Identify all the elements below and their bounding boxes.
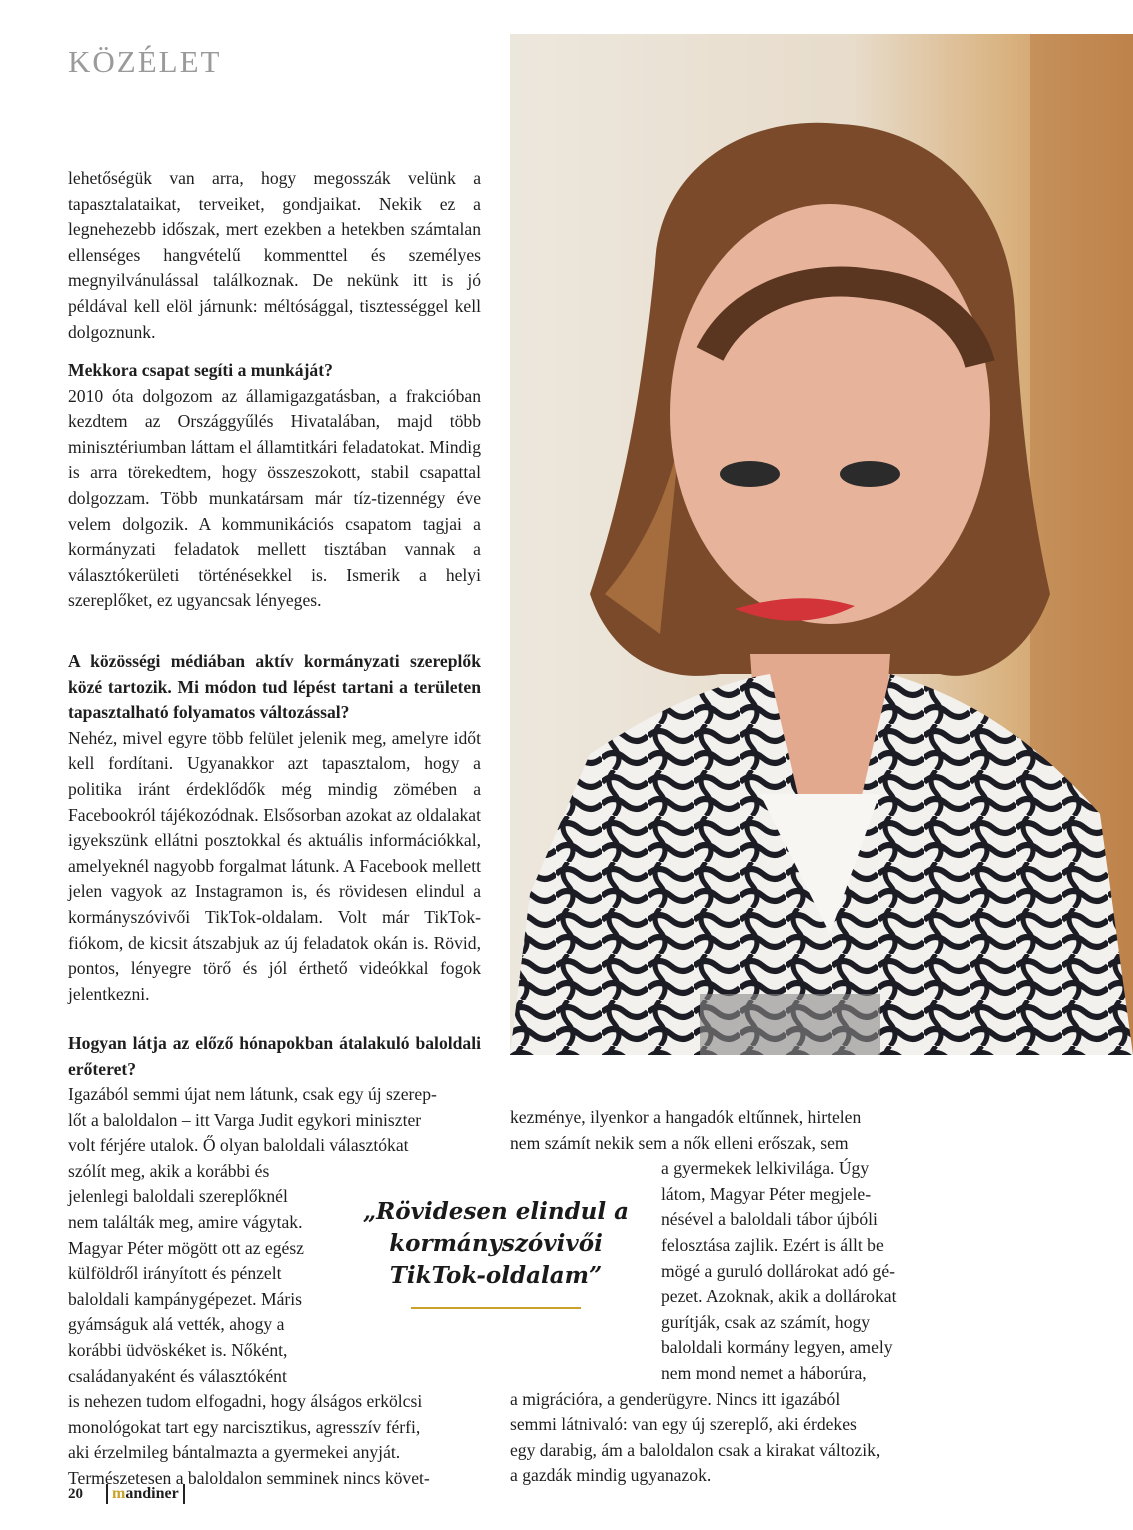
brand-logo-m: m: [112, 1485, 126, 1502]
column-2-text: kezménye, ilyenkor a hangadók eltűnnek, hirtelen nem számít nekik sem a nők elleni erőszak, sem a gyermekek lelkivilága. Úgy látom, Magyar Péter megjele- nésével a baloldali tábor újbóli felosztása zajlik. Ezért is állt be mögé a guruló dollárokat adó gé- pezet. Azoknak, akik a dollárokat gurítják, csak az számít, hogy baloldali kormány legyen, amely nem mond nemet a háborúra, a migrációra, a genderügyre. Nincs itt igazából semmi látnivaló: van egy új szereplő, aki érdekes egy darabig, ám a baloldalon csak a kirakat változik, a gazdák mindig ugyanazok.: [510, 1107, 897, 1486]
pull-quote: „Rövidesen elindul a kormányszóvivői TikTok-oldalam”: [362, 1198, 630, 1289]
answer-3: Igazából semmi újat nem látunk, csak egy új szerep- lőt a baloldalon – itt Varga Judit egykori miniszter volt férjére utalok. Ő olyan baloldali választókat szólít meg, akik a korábbi és jelenlegi baloldali szereplőknél nem találták meg, amire vágytak. Magyar Péter mögött ott az egész külföldről irányított és pénzelt baloldali kampánygépezet. Máris gyámságuk alá vették, ahogy a korábbi üdvöskéket is. Nőként, családanyaként és választóként is nehezen tudom elfogadni, hogy álságos erkölcsi monológokat tart egy narcisztikus, agresszív férfi, aki érzelmileg bántalmazta a gyermekei anyját. Természetesen a baloldalon semminek nincs követ-: [68, 1084, 437, 1488]
answer-2: Nehéz, mivel egyre több felület jelenik meg, amelyre időt kell fordítani. Ugyanakkor azt tapasztalom, hogy a politika iránt érdeklődők még mindig zömében a Facebookról tájékozódnak. Elsősorban azokat az oldalakat igyekszünk ellátni posztokkal és aktuális információkkal, amelyeknél nagyobb forgalmat látunk. A Facebook mellett jelen vagyok az Instagramon is, és rövidesen elindul a kormányszóvivői TikTok-oldalam. Volt már TikTok-fiókom, de kicsit átszabjuk az új feladatok okán is. Rövid, pontos, lényegre törő és jól érthető videókkal fogok jelentkezni.: [68, 727, 481, 1004]
brand-logo: [106, 1484, 185, 1504]
section-title: KÖZÉLET: [68, 44, 222, 79]
brand-logo-rest: andiner: [125, 1485, 179, 1502]
portrait-photo: [510, 34, 1133, 1055]
question-1: Mekkora csapat segíti a munkáját?: [68, 360, 333, 380]
pull-quote-rule: [411, 1307, 581, 1309]
question-2: A közösségi médiában aktív kormányzati szereplők közé tartozik. Mi módon tud lépést tartani a területen tapasztalható folyamatos változással?: [68, 651, 481, 723]
page-number: 20: [68, 1486, 83, 1502]
answer-1: 2010 óta dolgozom az államigazgatásban, a frakcióban kezdtem az Országgyűlés Hivatalában, majd több minisztériumban láttam el államtitkári feladatokat. Mindig is arra törekedtem, hogy összeszokott, stabil csapattal dolgozzam. Több munkatársam már tíz-tizennégy éve velem dolgozik. A kommunikációs csapatom tagjai a kormányzati feladatok mellett tisztában vannak a választókerületi történésekkel is. Ismerik a helyi szereplőket, ez ugyancsak lényeges.: [68, 385, 481, 611]
intro-paragraph: lehetőségük van arra, hogy megosszák velünk a tapasztalataikat, terveiket, gondjaikat. Nekik ez a legnehezebb időszak, mert ezekben a hetekben számtalan ellenséges hangvételű kommenttel és személyes megnyilvánulással találkoznak. De nekünk itt is jó példával kell elöl járnunk: méltósággal, tisztességgel kell dolgoznunk.: [68, 168, 481, 342]
question-3: Hogyan látja az előző hónapokban átalakuló baloldali erőteret?: [68, 1033, 481, 1079]
